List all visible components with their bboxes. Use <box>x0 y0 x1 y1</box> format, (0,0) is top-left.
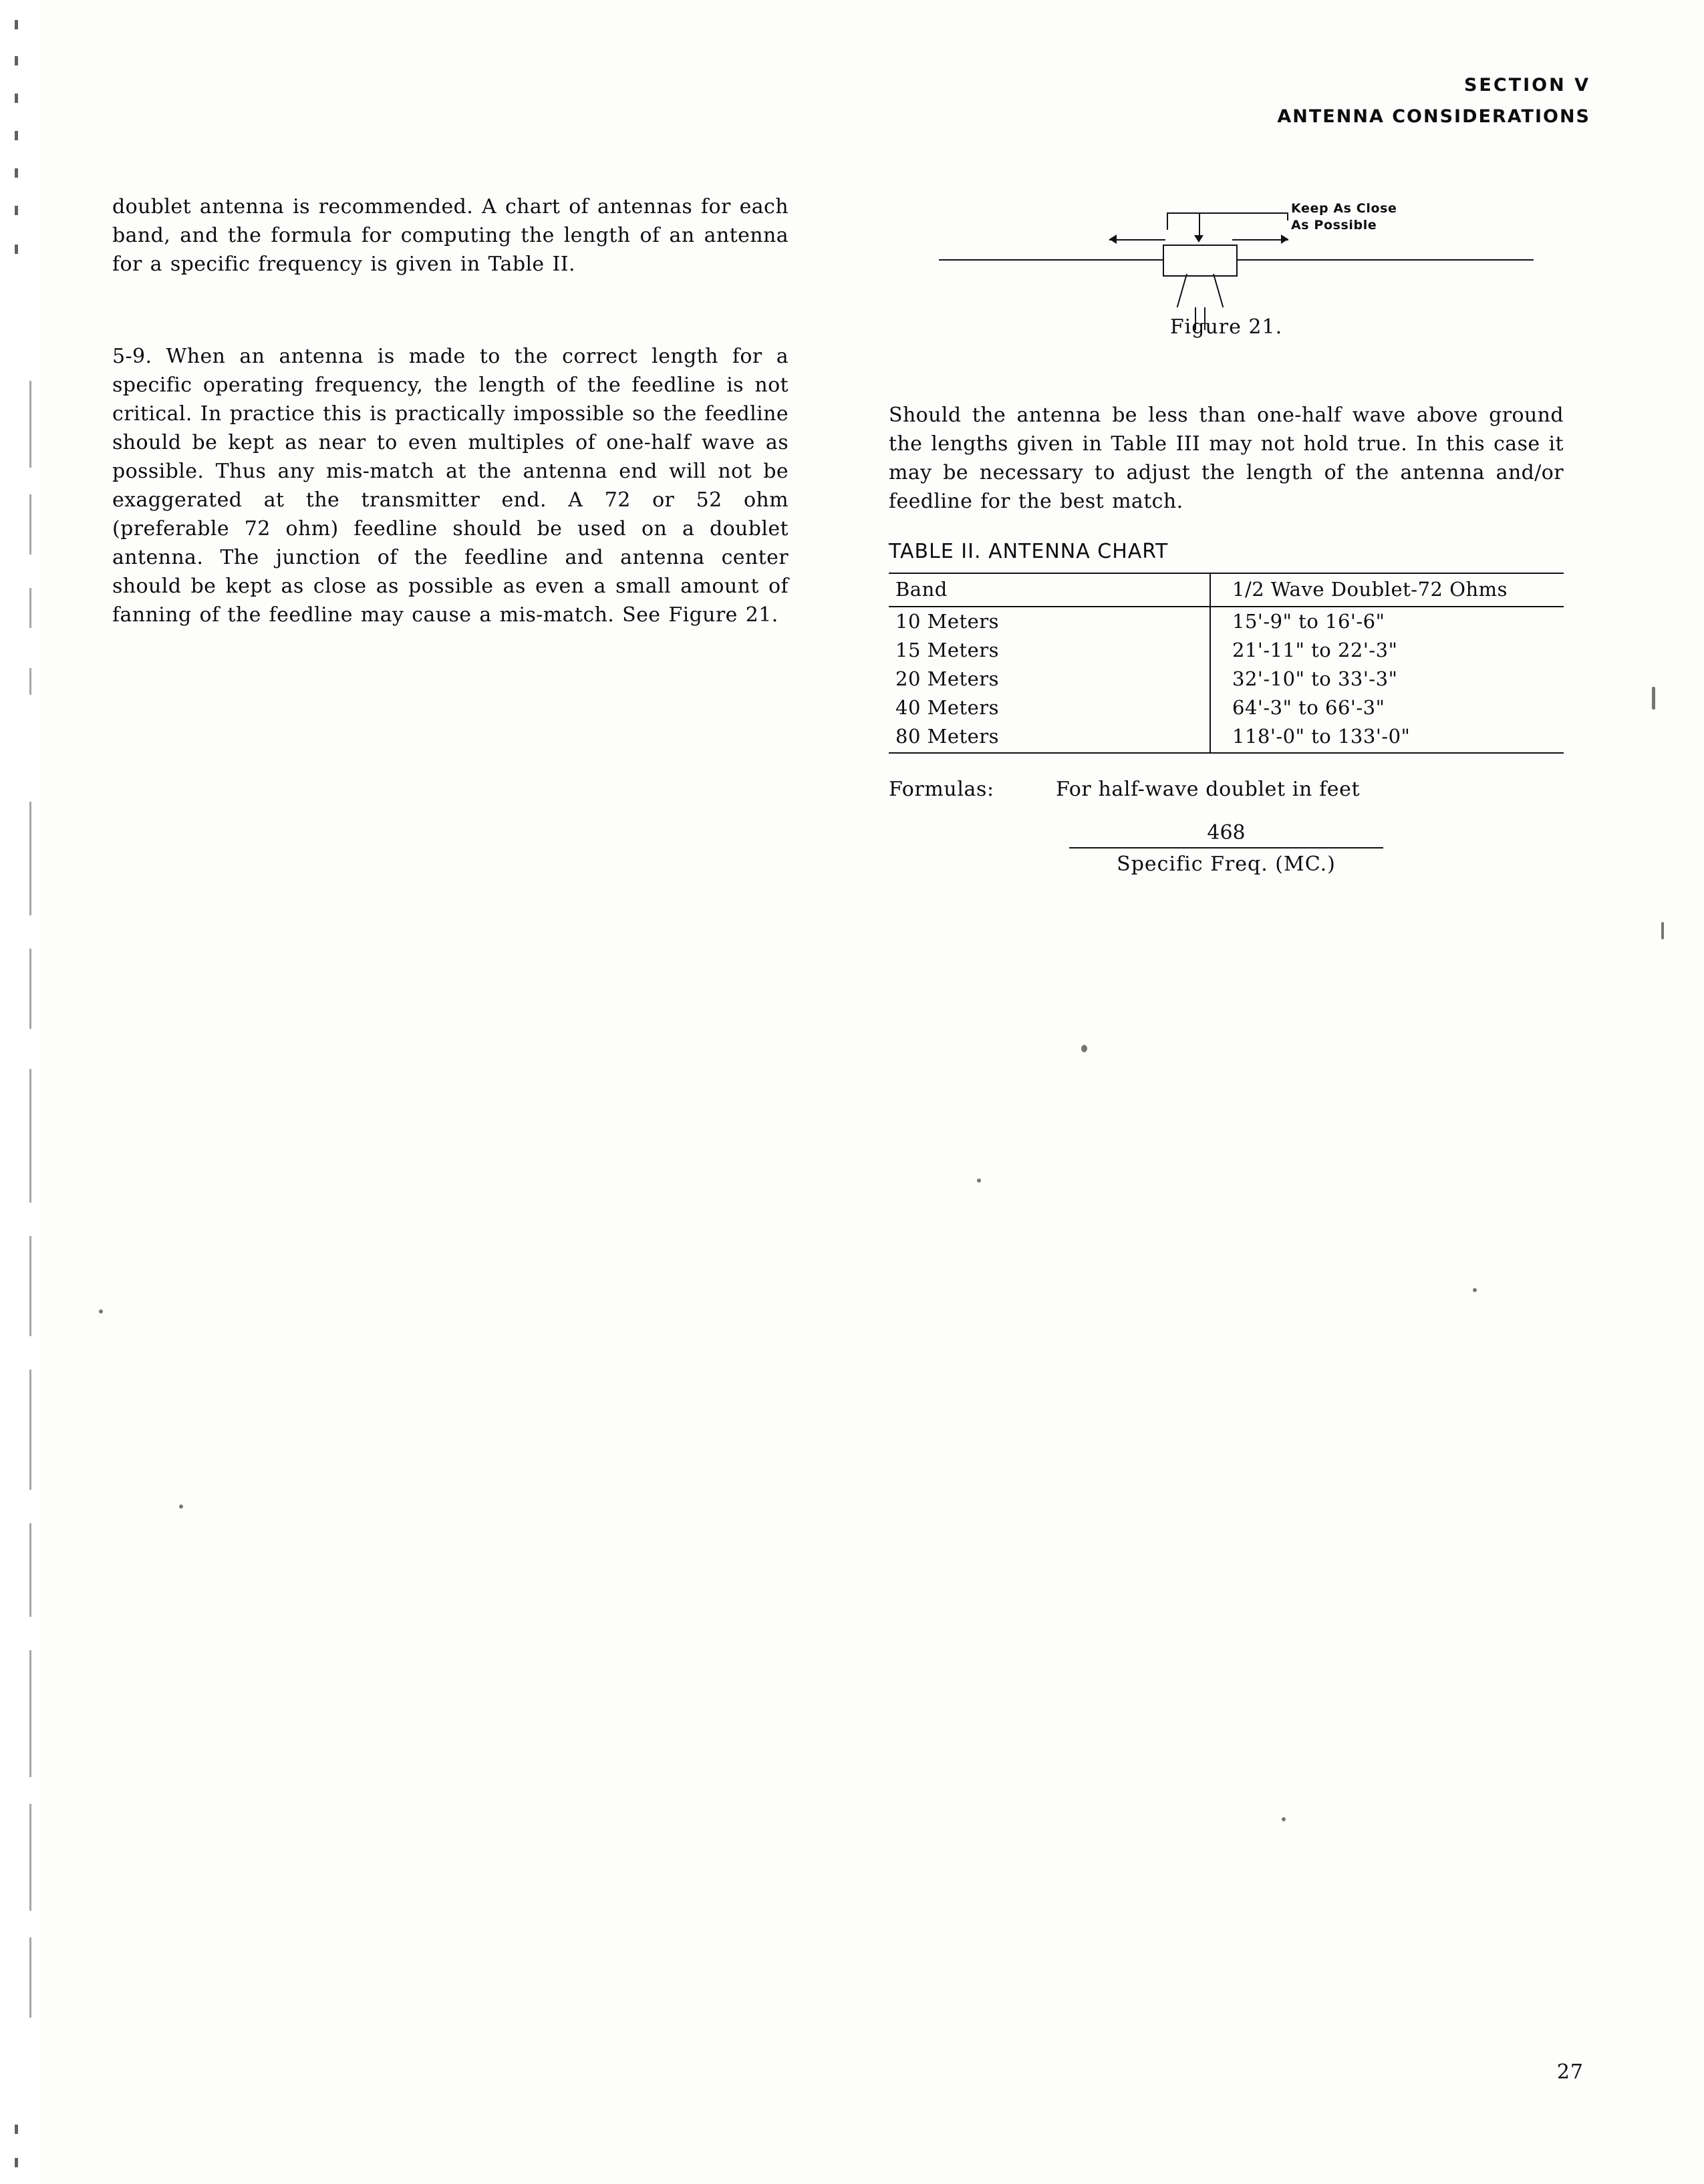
callout-bracket-riser <box>1167 212 1168 230</box>
cell-length: 15'-9" to 16'-6" <box>1210 607 1564 636</box>
scan-edge-artifacts <box>0 0 39 2184</box>
formula-denominator: Specific Freq. (MC.) <box>1117 852 1336 876</box>
section-title: ANTENNA CONSIDERATIONS <box>1277 106 1590 127</box>
formula-heading <box>889 778 1564 801</box>
table-header-row <box>889 573 1564 607</box>
scan-speck <box>977 1179 981 1183</box>
table-title: TABLE II. ANTENNA CHART <box>889 540 1169 563</box>
table-row <box>889 665 1564 693</box>
formula-description: For half-wave doublet in feet <box>1056 778 1361 801</box>
cell-length: 118'-0" to 133'-0" <box>1210 722 1564 753</box>
figure-callout-line2: As Possible <box>1291 218 1377 232</box>
figure-21 <box>889 175 1564 355</box>
antenna-center-junction <box>1163 245 1238 277</box>
paragraph-right-1: Should the antenna be less than one-half wave above ground the lengths given in Table III may not hold true. In this case it may be necessary to adjust the length of the antenna and/or feedline for the best match. <box>889 404 1564 513</box>
paragraph-continuation: doublet antenna is recommended. A chart of antennas for each band, and the formula for computing the length of an antenna for a specific frequency is given in Table II. <box>112 195 789 276</box>
cell-band: 80 Meters <box>889 722 1210 753</box>
scan-speck <box>1081 1045 1087 1052</box>
table-head <box>889 573 1564 607</box>
left-text-column <box>112 192 789 629</box>
cell-length: 64'-3" to 66'-3" <box>1210 693 1564 722</box>
cell-length: 32'-10" to 33'-3" <box>1210 665 1564 693</box>
page-header <box>1277 75 1590 127</box>
callout-bracket-top <box>1167 212 1287 214</box>
dimension-arrow-left <box>1109 235 1117 244</box>
table-row <box>889 607 1564 636</box>
page-number: 27 <box>1556 2060 1584 2084</box>
antenna-chart-table <box>889 573 1564 754</box>
feedline-left-leg <box>1177 274 1187 308</box>
right-text-column <box>889 401 1564 876</box>
dimension-line-right <box>1232 239 1288 241</box>
formula-numerator: 468 <box>1207 821 1246 844</box>
figure-callout-line1: Keep As Close <box>1291 201 1397 216</box>
scan-speck <box>1473 1288 1477 1292</box>
table-body <box>889 607 1564 753</box>
paragraph-5-9: 5-9. When an antenna is made to the correct length for a specific operating frequency, the length of the feedline is not critical. In practice this is practically impossible so the feedline should be kept as near to even multiples of one-half wave as possible. Thus any mis-match at the antenna end will not be exaggerated at the transmitter end. A 72 or 52 ohm (preferable 72 ohm) feedline should be used on a doublet antenna. The junction of the feedline and antenna center should be kept as close as possible as even a small amount of fanning of the feedline may cause a mis-match. See Figure 21. <box>112 345 789 627</box>
section-label: SECTION V <box>1463 75 1590 96</box>
formula-label: Formulas: <box>889 778 994 801</box>
scan-speck <box>1661 922 1664 939</box>
scan-speck <box>179 1505 183 1509</box>
callout-bracket-riser-right <box>1287 212 1288 220</box>
table-row <box>889 722 1564 753</box>
cell-band: 40 Meters <box>895 696 1000 719</box>
cell-band: 10 Meters <box>895 610 1000 633</box>
figure-callout-note <box>1291 200 1397 234</box>
column-header-doublet: 1/2 Wave Doublet-72 Ohms <box>1210 573 1564 607</box>
table-row <box>889 636 1564 665</box>
scan-speck <box>1652 687 1655 710</box>
dimension-arrow-down <box>1194 235 1203 243</box>
column-header-band: Band <box>889 573 1210 607</box>
table-row <box>889 693 1564 722</box>
feedline-right-leg <box>1213 274 1224 308</box>
scan-speck <box>1282 1817 1286 1821</box>
dimension-arrow-right <box>1281 235 1288 244</box>
cell-band: 15 Meters <box>895 639 1000 661</box>
dimension-line-left <box>1109 239 1165 241</box>
formula-fraction <box>889 821 1564 876</box>
cell-band: 20 Meters <box>895 667 1000 690</box>
scan-speck <box>99 1309 103 1313</box>
figure-caption: Figure 21. <box>1169 315 1283 339</box>
cell-length: 21'-11" to 22'-3" <box>1210 636 1564 665</box>
dimension-vertical-stem <box>1199 214 1200 237</box>
